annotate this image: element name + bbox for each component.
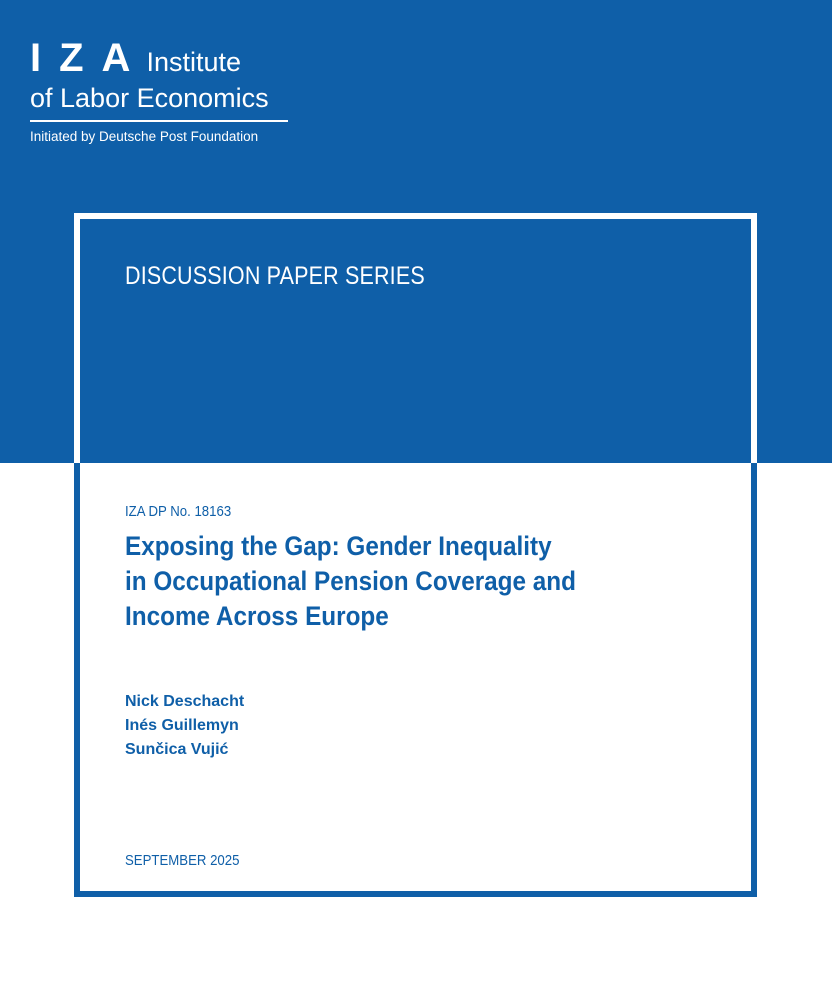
logo-tagline: Initiated by Deutsche Post Foundation (30, 129, 259, 144)
author-name: Sunčica Vujić (125, 741, 229, 758)
publication-date: SEPTEMBER 2025 (125, 852, 240, 869)
author-name: Inés Guillemyn (125, 717, 239, 734)
series-label: DISCUSSION PAPER SERIES (125, 262, 425, 290)
title-line: in Occupational Pension Coverage and (125, 566, 576, 596)
logo-line2: of Labor Economics (30, 83, 269, 113)
logo-acronym: IZA (30, 36, 149, 80)
paper-title (125, 529, 665, 634)
logo-divider (30, 120, 288, 122)
author-list (125, 690, 244, 762)
logo-line1: Institute (146, 47, 241, 77)
title-line: Exposing the Gap: Gender Inequality (125, 531, 552, 561)
paper-number: IZA DP No. 18163 (125, 503, 232, 520)
author-name: Nick Deschacht (125, 693, 245, 710)
title-line: Income Across Europe (125, 601, 389, 631)
iza-logo (30, 38, 288, 144)
